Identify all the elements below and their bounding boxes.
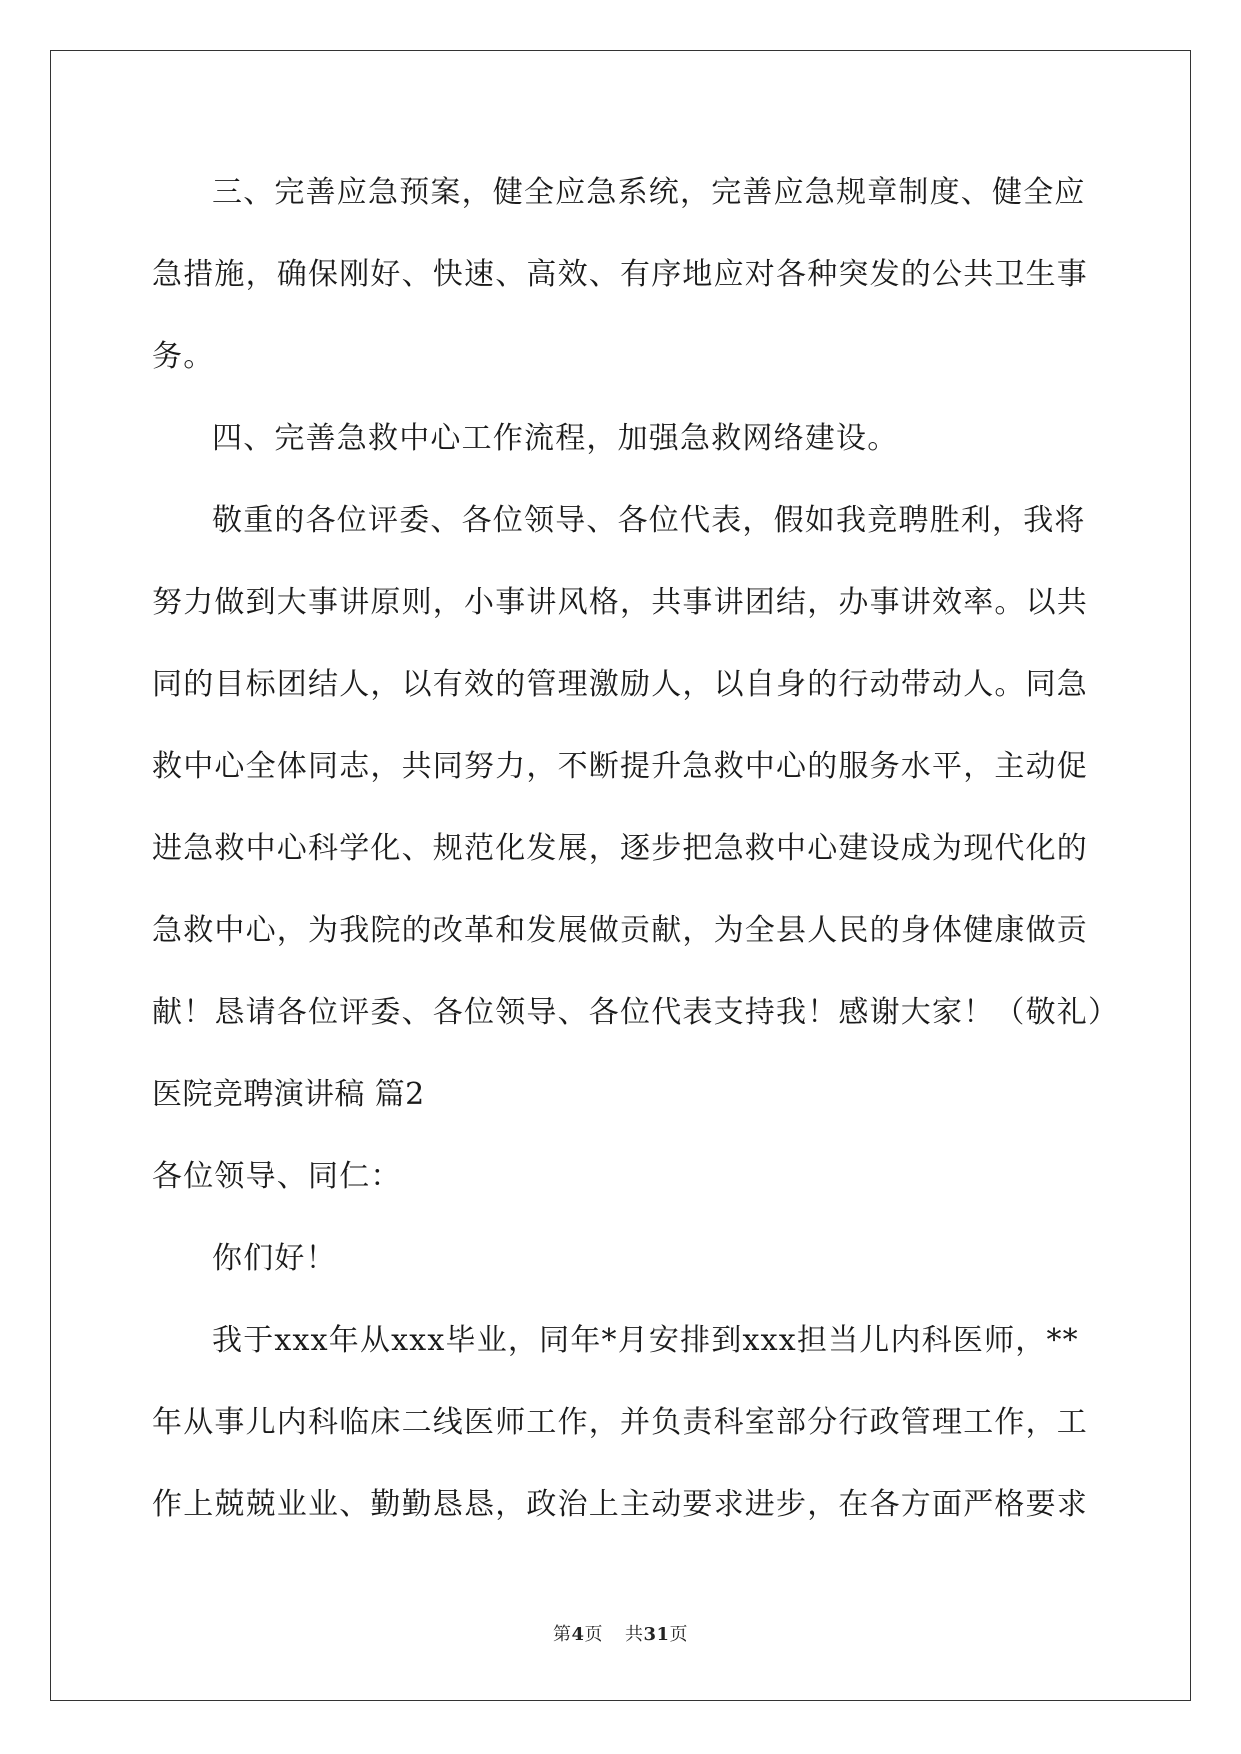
current-page-number: 4 (571, 1624, 585, 1645)
text-line: 进急救中心科学化、规范化发展，逐步把急救中心建设成为现代化的 (152, 831, 1088, 866)
total-page-number: 31 (643, 1624, 670, 1645)
text-line: 四、完善急救中心工作流程，加强急救网络建设。 (212, 421, 899, 456)
text-line: 敬重的各位评委、各位领导、各位代表，假如我竞聘胜利，我将 (212, 503, 1086, 538)
text-line: 急措施，确保刚好、快速、高效、有序地应对各种突发的公共卫生事 (152, 257, 1088, 292)
greeting: 你们好！ (212, 1241, 337, 1276)
text-line: 同的目标团结人，以有效的管理激励人，以自身的行动带动人。同急 (152, 667, 1088, 702)
footer-total-prefix: 共 (624, 1624, 644, 1645)
document-body (152, 160, 1120, 1554)
text-line: 献！恳请各位评委、各位领导、各位代表支持我！感谢大家！（敬礼） (152, 995, 1120, 1030)
footer-prefix: 第 (552, 1624, 572, 1645)
footer-page-suffix: 页 (584, 1624, 603, 1645)
section-heading: 医院竞聘演讲稿 篇2 (152, 1077, 425, 1112)
text-line: 努力做到大事讲原则，小事讲风格，共事讲团结，办事讲效率。以共 (152, 585, 1088, 620)
text-line: 救中心全体同志，共同努力，不断提升急救中心的服务水平，主动促 (152, 749, 1088, 784)
text-line: 作上兢兢业业、勤勤恳恳，政治上主动要求进步，在各方面严格要求 (152, 1487, 1088, 1522)
text-line: 务。 (152, 339, 215, 374)
page-footer (0, 1620, 1241, 1646)
text-line: 我于xxx年从xxx毕业，同年*月安排到xxx担当儿内科医师，** (212, 1323, 1079, 1358)
footer-total-suffix: 页 (669, 1624, 689, 1645)
text-line: 年从事儿内科临床二线医师工作，并负责科室部分行政管理工作，工 (152, 1405, 1088, 1440)
salutation: 各位领导、同仁： (152, 1159, 402, 1194)
text-line: 三、完善应急预案，健全应急系统，完善应急规章制度、健全应 (212, 175, 1086, 210)
text-line: 急救中心，为我院的改革和发展做贡献，为全县人民的身体健康做贡 (152, 913, 1088, 948)
